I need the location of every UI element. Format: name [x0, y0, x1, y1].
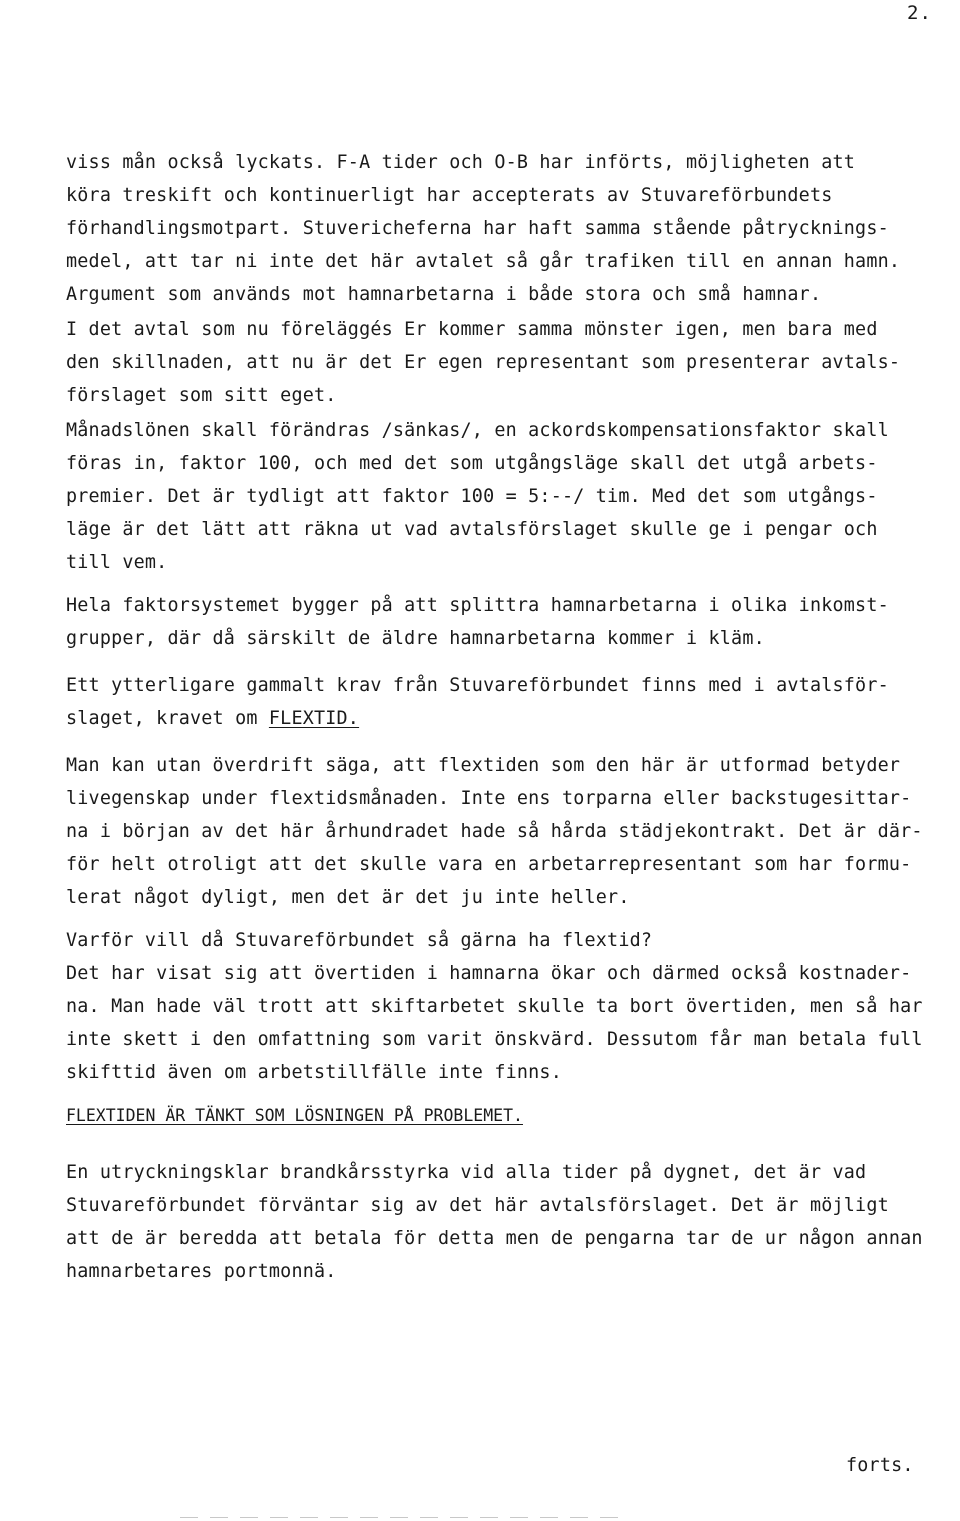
text-line: medel, att tar ni inte det här avtalet så går trafiken till en annan hamn.: [66, 251, 901, 272]
section-heading: [66, 1099, 916, 1132]
paragraph-6: [66, 749, 923, 914]
paragraph-5: [66, 669, 916, 735]
text-line: Det har visat sig att övertiden i hamnarna ökar och därmed också kostnader-: [66, 963, 912, 984]
text-line: Ett ytterligare gammalt krav från Stuvareförbundet finns med i avtalsför-: [66, 675, 889, 696]
paragraph-3: [66, 414, 916, 579]
paragraph-7: [66, 924, 923, 1089]
text-line: Varför vill då Stuvareförbundet så gärna ha flextid?: [66, 930, 653, 951]
text-line: grupper, där då särskilt de äldre hamnarbetarna kommer i kläm.: [66, 628, 765, 649]
text-line: läge är det lätt att räkna ut vad avtalsförslaget skulle ge i pengar och: [66, 519, 878, 540]
text-line: premier. Det är tydligt att faktor 100 = 5:--/ tim. Med det som utgångs-: [66, 486, 878, 507]
text-line: I det avtal som nu föreläggés Er kommer samma mönster igen, men bara med: [66, 319, 878, 340]
text-line: En utryckningsklar brandkårsstyrka vid alla tider på dygnet, det är vad: [66, 1162, 867, 1183]
text-line: Månadslönen skall förändras /sänkas/, en ackordskompensationsfaktor skall: [66, 420, 889, 441]
text-line: lerat något dyligt, men det är det ju inte heller.: [66, 887, 630, 908]
paragraph-4: [66, 589, 916, 655]
continuation-note: forts.: [846, 1455, 914, 1476]
text-line: livegenskap under flextidsmånaden. Inte ens torparna eller backstugesittar-: [66, 788, 912, 809]
text-line: förslaget som sitt eget.: [66, 385, 337, 406]
document-body: [66, 146, 923, 1288]
paragraph-1: [66, 146, 916, 311]
text-line: inte skett i den omfattning som varit önskvärd. Dessutom får man betala full: [66, 1029, 923, 1050]
text-line: Man kan utan överdrift säga, att flextiden som den här är utformad betyder: [66, 755, 901, 776]
text-line: Argument som används mot hamnarbetarna i både stora och små hamnar.: [66, 284, 822, 305]
paragraph-2: [66, 313, 916, 412]
text-line: [66, 702, 916, 735]
page-number: 2.: [907, 2, 932, 24]
text-line: Stuvareförbundet förväntar sig av det här avtalsförslaget. Det är möjligt: [66, 1195, 889, 1216]
text-line: skifttid även om arbetstillfälle inte finns.: [66, 1062, 562, 1083]
text-line: föras in, faktor 100, och med det som utgångsläge skall det utgå arbets-: [66, 453, 878, 474]
text-line: na i början av det här århundradet hade så hårda städjekontrakt. Det är där-: [66, 821, 923, 842]
paragraph-8: [66, 1156, 923, 1288]
text-line: att de är beredda att betala för detta men de pengarna tar de ur någon annan: [66, 1228, 923, 1249]
text-line: till vem.: [66, 552, 168, 573]
bottom-scan-rule: [180, 1517, 620, 1518]
text-line: hamnarbetares portmonnä.: [66, 1261, 337, 1282]
text-line: Hela faktorsystemet bygger på att splittra hamnarbetarna i olika inkomst-: [66, 595, 889, 616]
text-line: viss mån också lyckats. F-A tider och O-B har införts, möjligheten att: [66, 152, 856, 173]
text-line: för helt otroligt att det skulle vara en arbetarrepresentant som har formu-: [66, 854, 912, 875]
text-line: na. Man hade väl trott att skiftarbetet skulle ta bort övertiden, men så har: [66, 996, 923, 1017]
underlined-term: FLEXTID.: [268, 708, 360, 729]
text-fragment: slaget, kravet om: [66, 708, 269, 729]
text-line: den skillnaden, att nu är det Er egen representant som presenterar avtals-: [66, 352, 901, 373]
underlined-heading: FLEXTIDEN ÄR TÄNKT SOM LÖSNINGEN PÅ PROBLEMET.: [66, 1106, 523, 1125]
text-line: förhandlingsmotpart. Stuvericheferna har haft samma stående påtrycknings-: [66, 218, 889, 239]
text-line: köra treskift och kontinuerligt har accepterats av Stuvareförbundets: [66, 185, 833, 206]
